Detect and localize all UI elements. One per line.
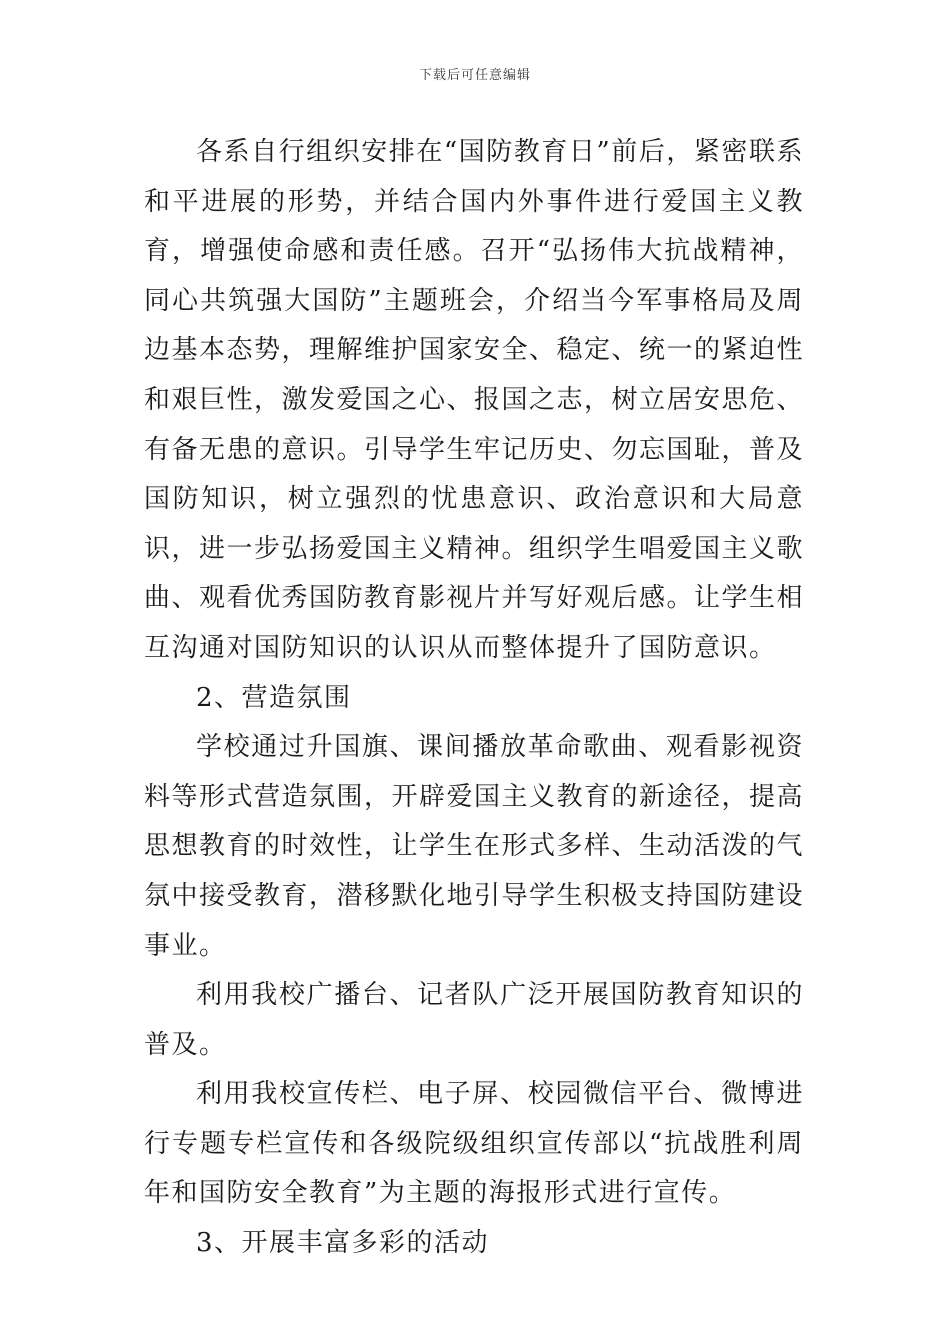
section-heading-activities: 3、开展丰富多彩的活动 [196, 1228, 490, 1259]
paragraph-broadcast: 利用我校广播台、记者队广泛开展国防教育知识的普及。 [144, 980, 804, 1060]
page-header: 下载后可任意编辑 [418, 68, 531, 83]
paragraph-publicity: 利用我校宣传栏、电子屏、校园微信平台、微博进行专题专栏宣传和各级院级组织宣传部以“抗战胜利周年和国防安全教育”为主题的海报形式进行宣传。 [144, 1079, 804, 1209]
document-body [144, 128, 804, 1269]
paragraph-national-defense-day: 各系自行组织安排在“国防教育日”前后，紧密联系和平进展的形势，并结合国内外事件进行爱国主义教育，增强使命感和责任感。召开“弘扬伟大抗战精神，同心共筑强大国防”主题班会，介绍当今军事格局及周边基本态势，理解维护国家安全、稳定、统一的紧迫性和艰巨性，激发爱国之心、报国之志，树立居安思危、有备无患的意识。引导学生牢记历史、勿忘国耻，普及国防知识，树立强烈的忧患意识、政治意识和大局意识，进一步弘扬爱国主义精神。组织学生唱爱国主义歌曲、观看优秀国防教育影视片并写好观后感。让学生相互沟通对国防知识的认识从而整体提升了国防意识。 [144, 137, 805, 663]
section-heading-atmosphere: 2、营造氛围 [196, 682, 352, 713]
paragraph-atmosphere: 学校通过升国旗、课间播放革命歌曲、观看影视资料等形式营造氛围，开辟爱国主义教育的新途径，提高思想教育的时效性，让学生在形式多样、生动活泼的气氛中接受教育，潜移默化地引导学生积极支持国防建设事业。 [144, 732, 805, 961]
